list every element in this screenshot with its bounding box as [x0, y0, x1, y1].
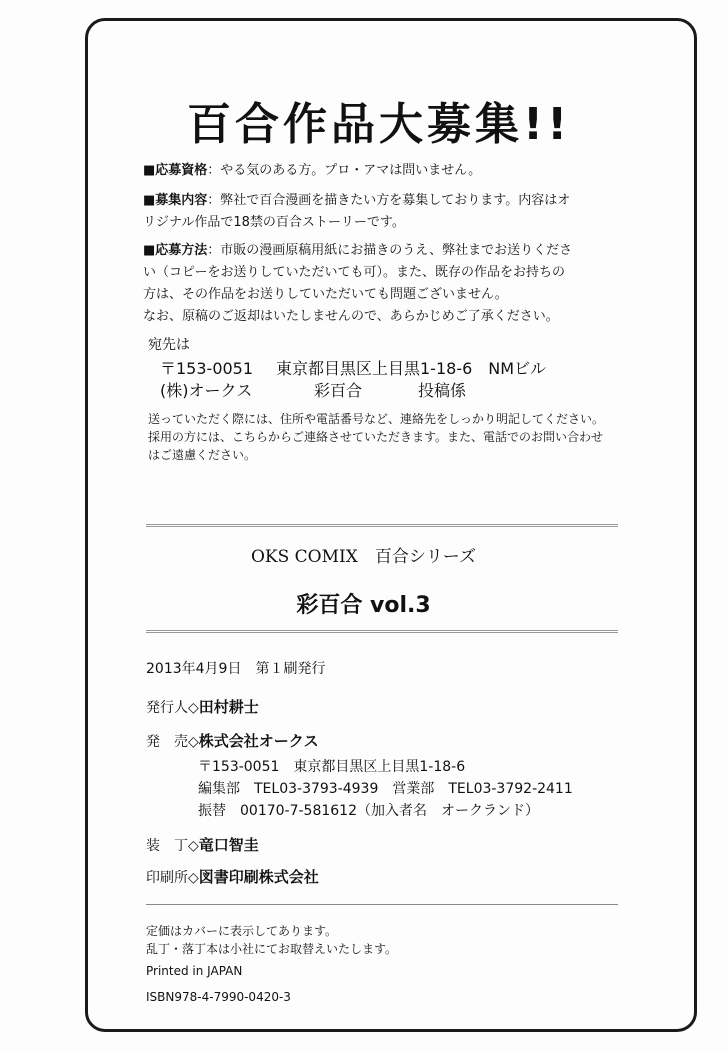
note-line: はご遠慮ください。: [148, 448, 257, 462]
submission-notes: [148, 410, 604, 464]
seller-name: 株式会社オークス: [198, 732, 319, 750]
book-title: 彩百合 vol.3: [296, 593, 431, 618]
address-postal: 〒153-0051: [160, 359, 254, 378]
divider: [146, 524, 618, 527]
divider: [146, 904, 618, 905]
replace-note: 乱丁・落丁本は小社にてお取替えいたします。: [146, 942, 398, 956]
address-section: 投稿係: [418, 381, 467, 400]
publication-date: 2013年4月9日 第１刷発行: [146, 661, 326, 677]
publisher-name: 田村耕士: [198, 698, 259, 716]
requirement-text: ：市販の漫画原稿用紙にお描きのうえ、弊社までお送りくださ: [207, 243, 573, 258]
publisher-line: [146, 696, 259, 717]
printer-label: 印刷所◇: [146, 870, 199, 886]
divider: [146, 630, 618, 633]
seller-address: 〒153-0051 東京都目黒区上目黒1-18-6: [198, 759, 466, 775]
requirement-qualification: [143, 160, 481, 182]
requirement-text: ：やる気のある方。プロ・アマは問いません。: [207, 163, 482, 178]
seller-transfer: 振替 00170-7-581612（加入者名 オークランド）: [198, 803, 539, 819]
requirement-text-cont: 方は、その作品をお送りしていただいても問題ございません。: [143, 287, 508, 302]
isbn: ISBN978-4-7990-0420-3: [146, 990, 291, 1004]
note-line: 採用の方には、こちらからご連絡させていただきます。また、電話でのお問い合わせ: [148, 430, 604, 444]
requirement-label: ■応募資格: [143, 163, 208, 178]
requirement-label: ■募集内容: [143, 193, 208, 208]
series-name: OKS COMIX 百合シリーズ: [250, 547, 476, 567]
seller-line: [146, 730, 319, 751]
requirement-label: ■応募方法: [143, 243, 208, 258]
address-location: 東京都目黒区上目黒1-18-6 NMビル: [276, 359, 547, 378]
requirement-method: [143, 240, 572, 328]
design-line: [146, 834, 259, 855]
address-company: (株)オークス: [160, 381, 253, 400]
publisher-label: 発行人◇: [146, 700, 199, 716]
printed-in: Printed in JAPAN: [146, 964, 243, 978]
address-dept: 彩百合: [314, 381, 363, 400]
seller-label: 発 売◇: [146, 734, 199, 750]
printer-name: 図書印刷株式会社: [198, 868, 319, 886]
page-title: 百合作品大募集!!: [187, 99, 572, 150]
price-note: 定価はカバーに表示してあります。: [146, 924, 338, 938]
requirement-text-cont: い（コピーをお送りしていただいても可）。また、既存の作品をお持ちの: [143, 265, 565, 280]
note-line: 送っていただく際には、住所や電話番号など、連絡先をしっかり明記してください。: [148, 412, 605, 426]
requirement-text-cont: リジナル作品で18禁の百合ストーリーです。: [143, 215, 405, 230]
printer-line: [146, 866, 319, 887]
requirement-text: ：弊社で百合漫画を描きたい方を募集しております。内容はオ: [207, 193, 571, 208]
requirement-text-cont: なお、原稿のご返却はいたしませんので、あらかじめご了承ください。: [143, 309, 559, 324]
designer-name: 竜口智圭: [198, 836, 259, 854]
address-label: 宛先は: [148, 337, 190, 353]
seller-phone: 編集部 TEL03-3793-4939 営業部 TEL03-3792-2411: [198, 781, 573, 797]
design-label: 装 丁◇: [146, 838, 199, 854]
requirement-content: [143, 190, 570, 234]
